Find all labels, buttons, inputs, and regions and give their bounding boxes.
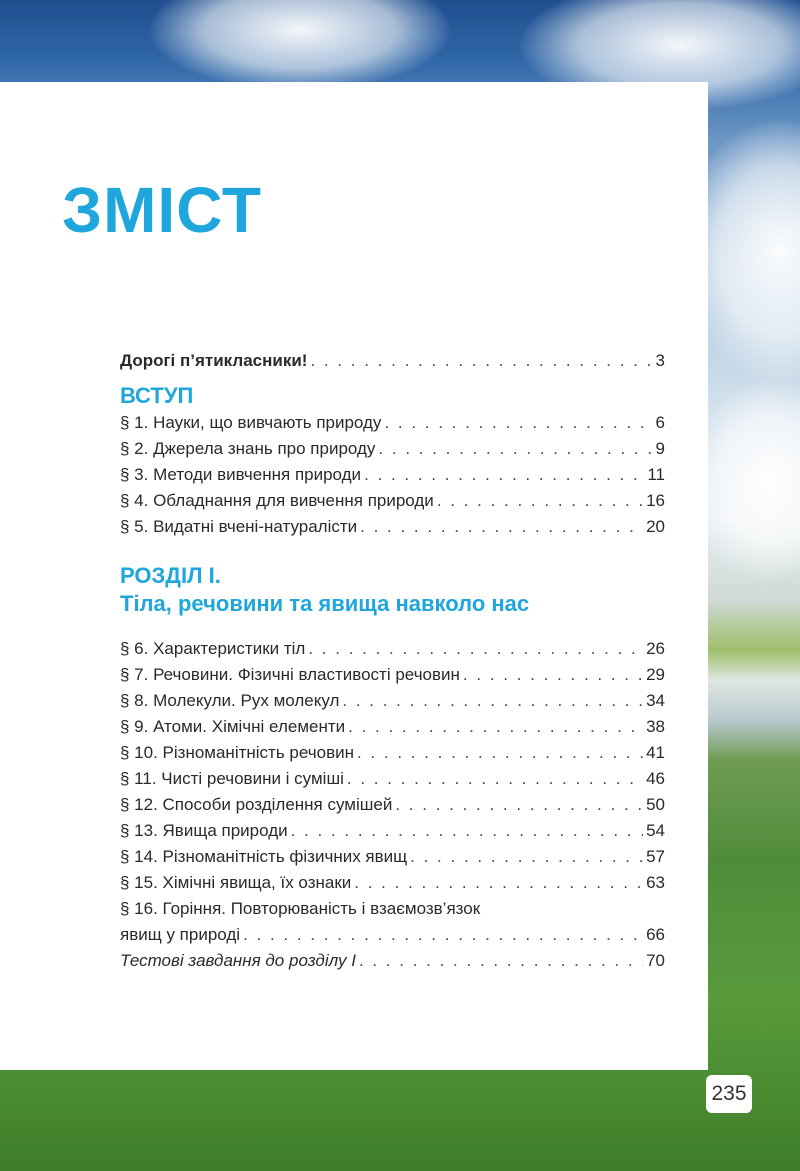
toc-entry[interactable]: § 12. Способи розділення сумішей . . . 50 (120, 792, 665, 818)
toc-entry[interactable]: § 11. Чисті речовини і суміші . . . 46 (120, 766, 665, 792)
toc-entry[interactable]: § 2. Джерела знань про природу . . . 9 (120, 436, 665, 462)
toc-entry-page: 3 (655, 351, 665, 370)
section-heading-one: РОЗДІЛ І. (120, 563, 221, 588)
toc-entry-text: Дорогі п’ятикласники! (120, 351, 308, 370)
page-title: ЗМІСТ (62, 174, 262, 246)
toc-entry[interactable]: § 14. Різноманітність фізичних явищ . . . 57 (120, 844, 665, 870)
toc-entry[interactable]: § 10. Різноманітність речовин . . . 41 (120, 740, 665, 766)
toc-entry[interactable]: § 9. Атоми. Хімічні елементи . . . 38 (120, 714, 665, 740)
toc-entry[interactable]: § 13. Явища природи . . . 54 (120, 818, 665, 844)
section-heading-intro: ВСТУП (120, 383, 194, 408)
toc-entry-tests[interactable]: Тестові завдання до розділу І . . . 70 (120, 948, 665, 974)
toc-entry[interactable]: § 3. Методи вивчення природи . . . 11 (120, 462, 665, 488)
toc-entry[interactable]: § 1. Науки, що вивчають природу . . . 6 (120, 410, 665, 436)
toc-entry[interactable]: § 4. Обладнання для вивчення природи . . . 16 (120, 488, 665, 514)
page-number: 235 (706, 1075, 752, 1113)
section-subheading-one: Тіла, речовини та явища навколо нас (120, 591, 530, 616)
dot-leader (310, 348, 652, 374)
toc-entry-16-line1[interactable]: § 16. Горіння. Повторюваність і взаємозв’язок (120, 899, 481, 918)
table-of-contents (120, 348, 665, 974)
toc-entry-intro[interactable] (120, 348, 665, 374)
toc-entry-16-line2[interactable]: явищ у природі . . . 66 (120, 922, 665, 948)
toc-entry[interactable]: § 7. Речовини. Фізичні властивості речовин . . . 29 (120, 662, 665, 688)
toc-entry[interactable]: § 8. Молекули. Рух молекул . . . 34 (120, 688, 665, 714)
toc-entry[interactable]: § 15. Хімічні явища, їх ознаки . . . 63 (120, 870, 665, 896)
toc-entry[interactable]: § 6. Характеристики тіл . . . 26 (120, 636, 665, 662)
cloud (150, 0, 450, 90)
toc-entry[interactable]: § 5. Видатні вчені-натуралісти . . . 20 (120, 514, 665, 540)
